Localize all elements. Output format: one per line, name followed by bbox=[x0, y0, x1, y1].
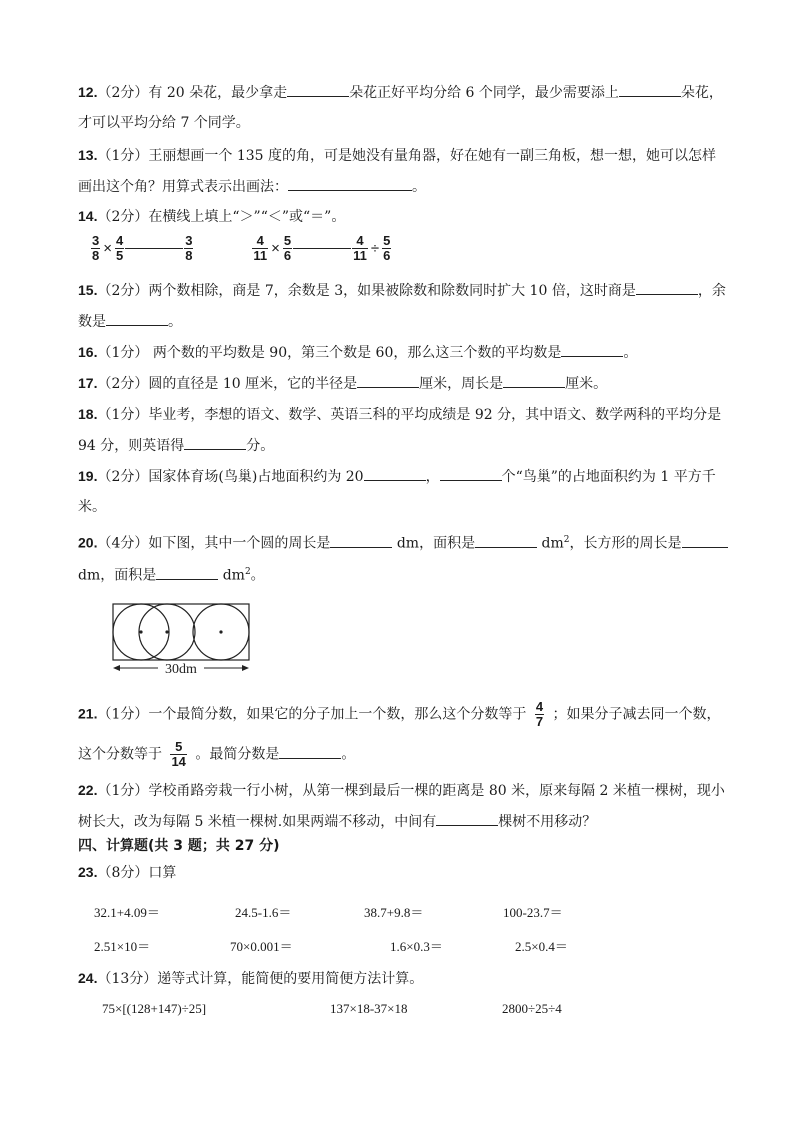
section-heading: 四、计算题(共 3 题；共 27 分) bbox=[78, 838, 280, 854]
answer-blank[interactable] bbox=[357, 373, 419, 388]
question-score: （1分） bbox=[97, 706, 149, 723]
question-12: 12.（2分）有 20 朵花，最少拿走 朵花正好平均分给 6 个同学，最少需要添上 朵花， bbox=[78, 84, 723, 101]
step-calc-item: 75×[(128+147)÷25] bbox=[102, 1001, 207, 1016]
question-number: 12 bbox=[78, 84, 94, 100]
question-score: （2分） bbox=[97, 85, 149, 101]
answer-blank[interactable] bbox=[279, 744, 341, 759]
question-21: 21.（1分）一个最简分数，如果它的分子加上一个数，那么这个分数等于 $\frac{4}{7}$ ；如果分子减去同一个数， bbox=[78, 699, 721, 729]
question-20: 20.（4分）如下图，其中一个圆的周长是 dm，面积是 $dm^2$，长方形的周长是 bbox=[78, 530, 728, 554]
question-score: （13分） bbox=[97, 971, 158, 987]
answer-blank[interactable] bbox=[682, 533, 728, 548]
center-dot bbox=[219, 630, 222, 633]
question-22-cont: 树长大，改为每隔 5 米植一棵树.如果两端不移动，中间有 棵树不用移动？ bbox=[78, 811, 596, 832]
mental-calc-item: 32.1+4.09＝ bbox=[94, 905, 160, 920]
question-18-cont: 94 分，则英语得 分。 bbox=[78, 435, 274, 456]
mental-calc-item: 2.5×0.4＝ bbox=[515, 939, 568, 954]
question-score: （8分） bbox=[97, 865, 149, 881]
question-score: （2分） bbox=[97, 469, 149, 485]
question-score: （2分） bbox=[97, 376, 149, 392]
question-score: （1分） bbox=[97, 783, 149, 799]
question-score: （2分） bbox=[97, 209, 149, 225]
question-score: （1分） bbox=[97, 148, 149, 164]
question-22: 22.（1分）学校甬路旁栽一行小树，从第一棵到最后一棵的距离是 80 米，原来每隔 2 米植一棵树，现小 bbox=[78, 782, 725, 799]
question-15-cont: 数是 。 bbox=[78, 311, 182, 332]
answer-blank[interactable] bbox=[436, 811, 498, 826]
question-number: 15 bbox=[78, 282, 94, 298]
center-dot bbox=[139, 630, 142, 633]
answer-blank[interactable] bbox=[440, 466, 502, 481]
compare-blank[interactable] bbox=[293, 248, 351, 249]
question-23: 23.（8分）口算 bbox=[78, 864, 177, 881]
question-14: 14.（2分）在横线上填上“＞”“＜”或“＝”。 bbox=[78, 208, 346, 225]
question-18: 18.（1分）毕业考，李想的语文、数学、英语三科的平均成绩是 92 分，其中语文、数学两科的平均分是 bbox=[78, 406, 722, 423]
answer-blank[interactable] bbox=[156, 565, 218, 580]
mental-calc-item: 38.7+9.8＝ bbox=[364, 905, 424, 920]
question-number: 13 bbox=[78, 147, 94, 163]
question-number: 23 bbox=[78, 864, 94, 880]
question-20-cont: dm，面积是 $dm^2$。 bbox=[78, 562, 265, 586]
answer-blank[interactable] bbox=[364, 466, 426, 481]
fraction: $\frac{3}{8}$ bbox=[92, 233, 100, 263]
question-15: 15.（2分）两个数相除，商是 7，余数是 3，如果被除数和除数同时扩大 10 倍，这时商是 ，余 bbox=[78, 282, 726, 299]
question-score: （1分） bbox=[97, 345, 149, 361]
answer-blank[interactable] bbox=[619, 82, 681, 97]
mental-calc-item: 1.6×0.3＝ bbox=[390, 939, 443, 954]
answer-blank[interactable] bbox=[636, 280, 698, 295]
question-score: （4分） bbox=[97, 535, 149, 552]
question-number: 21 bbox=[78, 705, 94, 722]
answer-blank[interactable] bbox=[288, 176, 412, 191]
fraction: $\frac{5}{6}$ bbox=[283, 233, 292, 263]
question-21-cont: 这个分数等于 $\frac{5}{14}$ 。最简分数是 。 bbox=[78, 739, 356, 769]
answer-blank[interactable] bbox=[475, 533, 537, 548]
fraction: $\frac{5}{14}$ bbox=[171, 739, 186, 769]
question-number: 22 bbox=[78, 782, 94, 798]
answer-blank[interactable] bbox=[503, 373, 565, 388]
answer-blank[interactable] bbox=[184, 435, 246, 450]
question-number: 18 bbox=[78, 406, 94, 422]
question-24: 24.（13分）递等式计算，能简便的要用简便方法计算。 bbox=[78, 970, 424, 987]
fraction: $\frac{4}{11}$ bbox=[353, 233, 367, 263]
mental-calc-item: 100-23.7＝ bbox=[503, 905, 563, 920]
fraction: $\frac{3}{8}$ bbox=[185, 233, 193, 263]
dimension-label: 30dm bbox=[165, 662, 197, 677]
answer-blank[interactable] bbox=[287, 82, 349, 97]
question-14-expr: $\frac{3}{8}$ × $\frac{4}{5}$ $\frac{3}{8}$ $\frac{4}{11}$ × $\frac{5}{6}$ $\frac{4}{11}$ ÷ $\frac{5}{6}$ bbox=[92, 233, 391, 263]
question-number: 19 bbox=[78, 468, 94, 484]
rectangle bbox=[113, 604, 249, 660]
answer-blank[interactable] bbox=[106, 311, 168, 326]
compare-blank[interactable] bbox=[125, 248, 183, 249]
question-13-cont: 画出这个角？用算式表示出画法： 。 bbox=[78, 176, 426, 197]
mental-calc-item: 2.51×10＝ bbox=[94, 939, 151, 954]
question-16: 16.（1分） 两个数的平均数是 90，第三个数是 60，那么这三个数的平均数是 。 bbox=[78, 344, 638, 361]
question-19: 19.（2分）国家体育场(鸟巢)占地面积约为 20 ， 个“鸟巢”的占地面积约为 1 平方千 bbox=[78, 468, 716, 485]
answer-blank[interactable] bbox=[330, 533, 392, 548]
question-number: 17 bbox=[78, 375, 94, 391]
question-12-cont: 才可以平均分给 7 个同学。 bbox=[78, 115, 250, 131]
circles-rectangle-figure bbox=[110, 600, 255, 680]
fraction: $\frac{5}{6}$ bbox=[383, 233, 391, 263]
mental-calc-item: 24.5-1.6＝ bbox=[235, 905, 292, 920]
question-17: 17.（2分）圆的直径是 10 厘米，它的半径是 厘米，周长是 厘米。 bbox=[78, 375, 608, 392]
arrow-right-icon bbox=[242, 665, 249, 671]
fraction: $\frac{4}{7}$ bbox=[535, 699, 544, 729]
question-number: 14 bbox=[78, 208, 94, 224]
center-dot bbox=[165, 630, 168, 633]
step-calc-item: 2800÷25÷4 bbox=[502, 1001, 562, 1016]
question-score: （2分） bbox=[97, 283, 149, 299]
question-number: 16 bbox=[78, 344, 94, 360]
question-score: （1分） bbox=[97, 407, 149, 423]
question-13: 13.（1分）王丽想画一个 135 度的角，可是她没有量角器，好在她有一副三角板，想一想，她可以怎样 bbox=[78, 147, 717, 164]
fraction: $\frac{4}{11}$ bbox=[253, 233, 268, 263]
question-number: 20 bbox=[78, 534, 94, 551]
question-19-cont: 米。 bbox=[78, 499, 106, 515]
fraction: $\frac{4}{5}$ bbox=[116, 233, 124, 263]
mental-calc-item: 70×0.001＝ bbox=[230, 939, 293, 954]
answer-blank[interactable] bbox=[561, 342, 623, 357]
step-calc-item: 137×18-37×18 bbox=[330, 1001, 408, 1016]
question-number: 24 bbox=[78, 970, 94, 986]
arrow-left-icon bbox=[113, 665, 120, 671]
